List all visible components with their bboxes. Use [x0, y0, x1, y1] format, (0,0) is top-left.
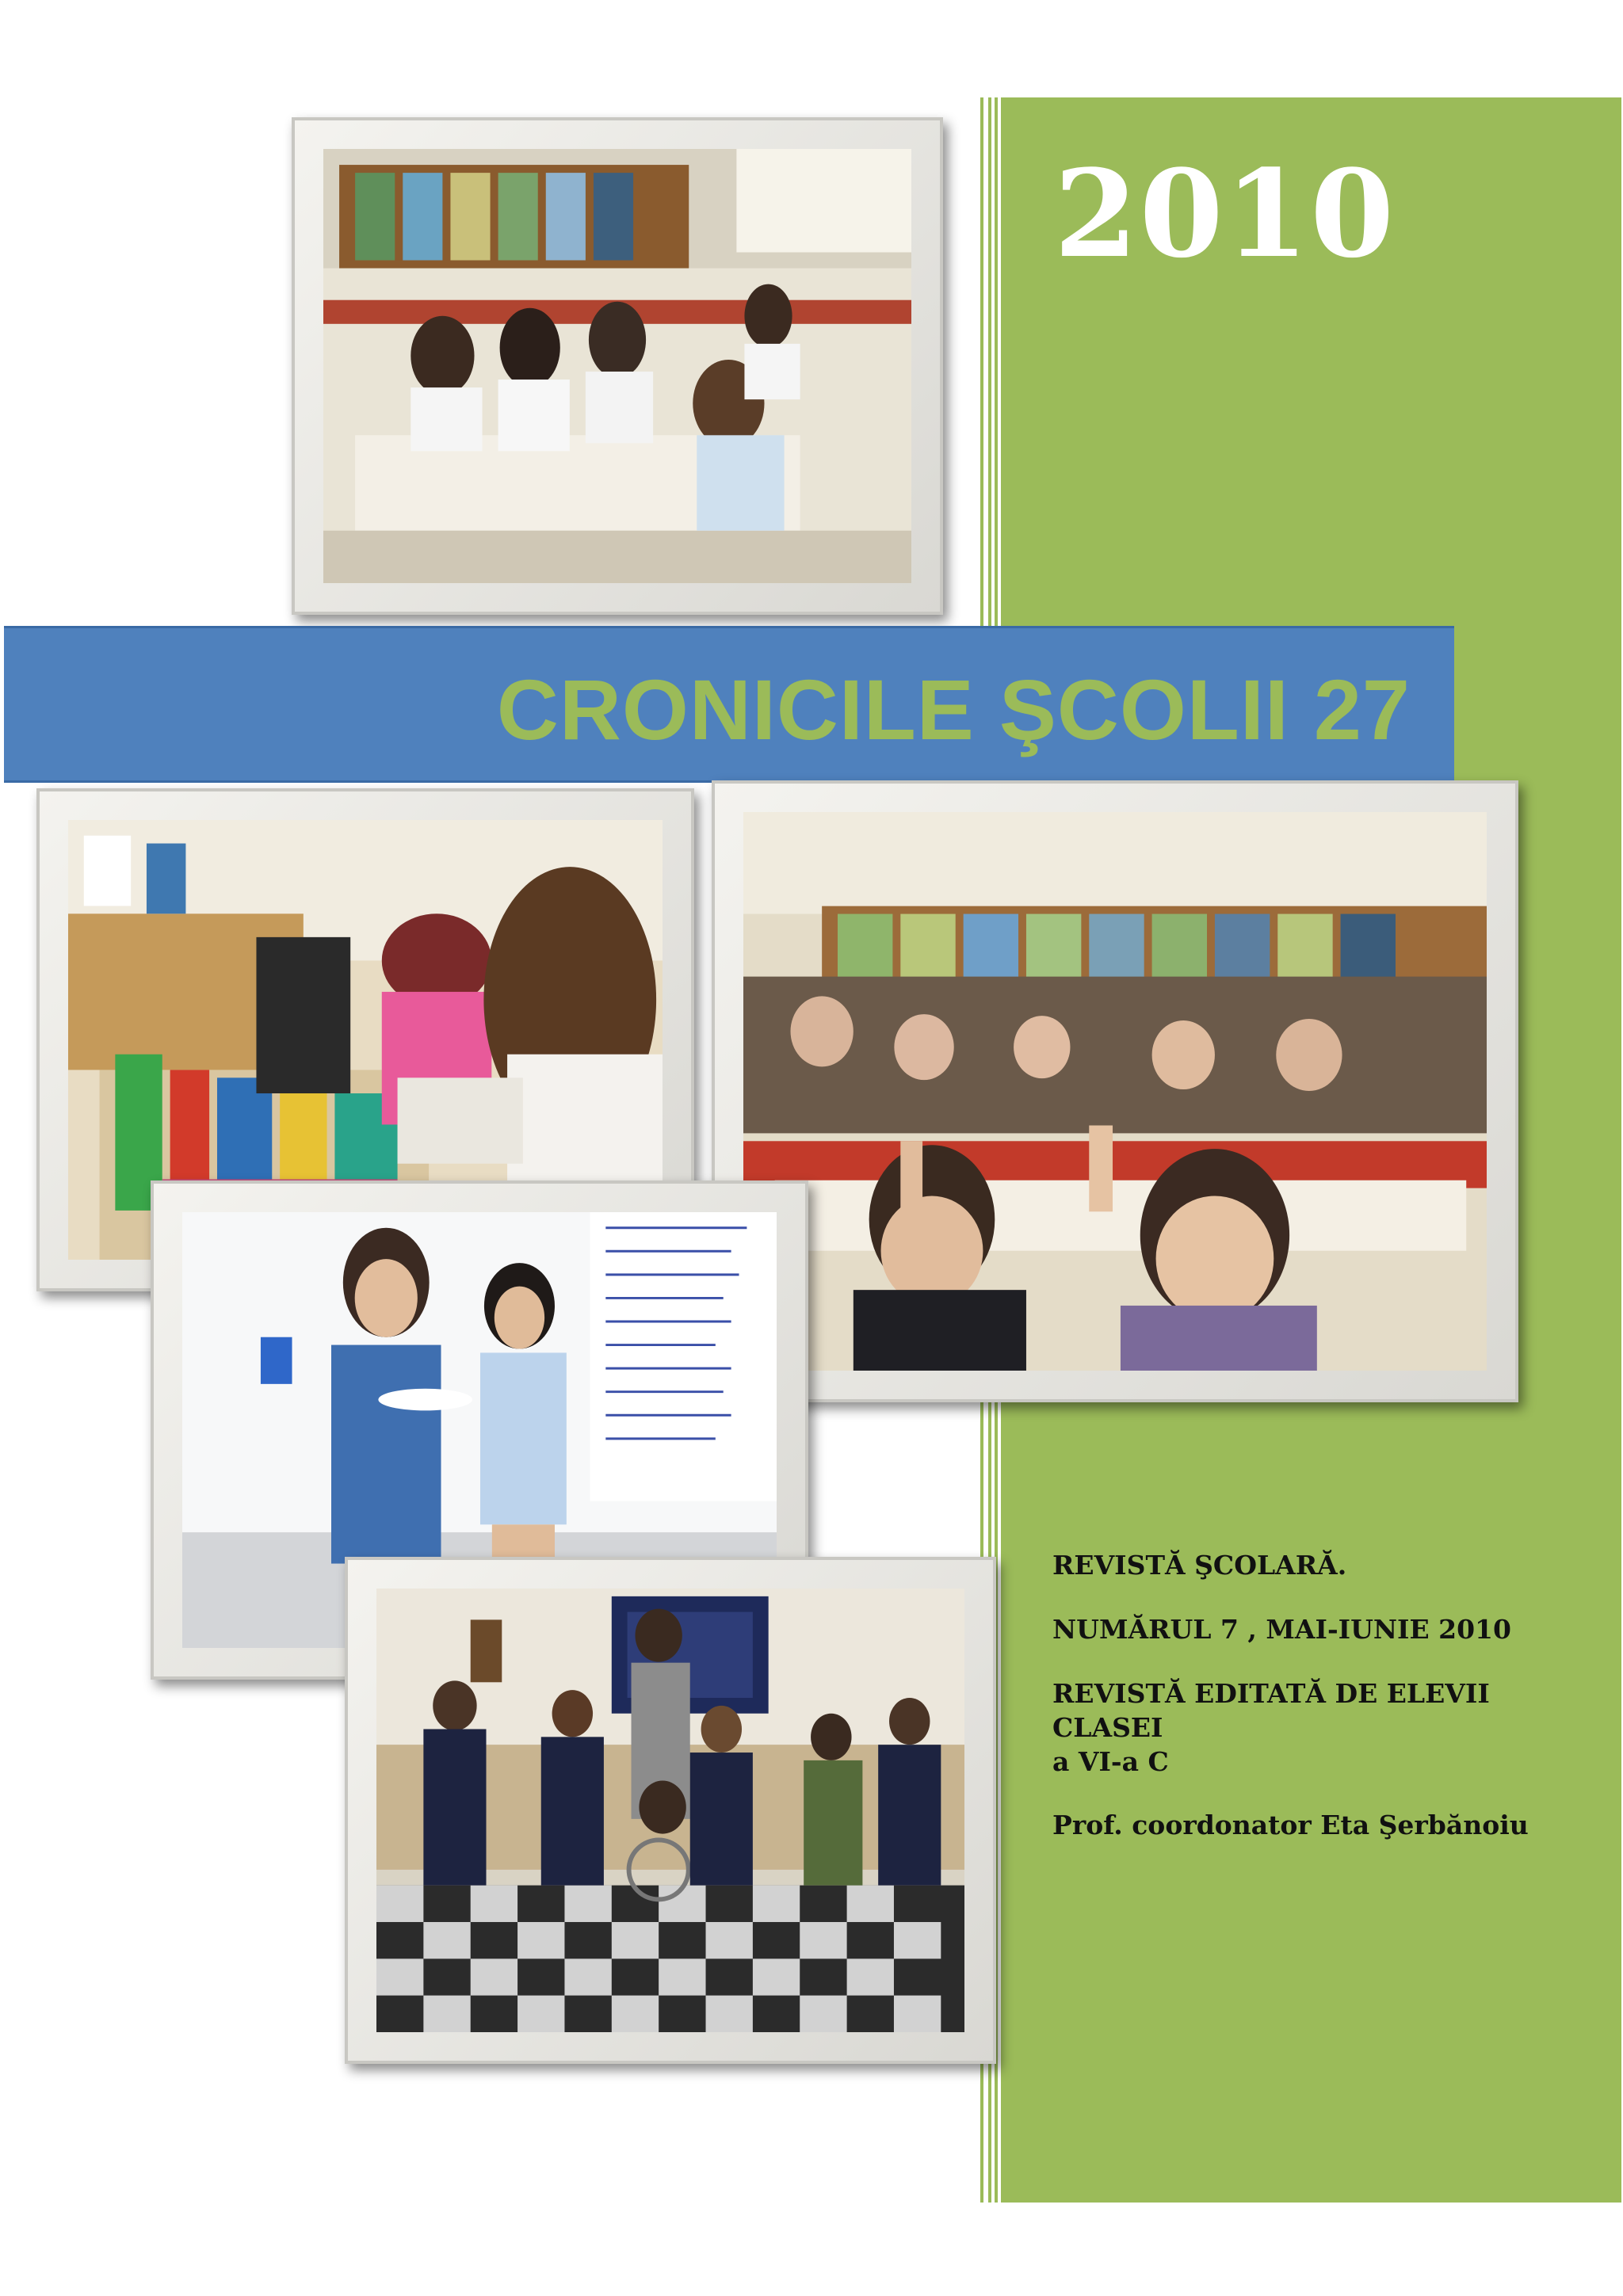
info-editors-class: a VI-a C [1052, 1745, 1169, 1777]
photo-group-circle [345, 1557, 996, 2064]
issue-year: 2010 [1054, 143, 1396, 284]
info-editors-line: REVISTĂ EDITATĂ DE ELEVII CLASEI [1052, 1677, 1490, 1743]
group-circle-image [376, 1589, 964, 2032]
classroom-image [323, 149, 911, 583]
students-pointing-image [743, 812, 1487, 1371]
photo-students-pointing [712, 780, 1518, 1402]
magazine-title: CRONICILE ŞCOLII 27 [496, 662, 1411, 757]
info-editors [1052, 1677, 1607, 1779]
photo-classroom-students [292, 117, 943, 615]
info-magazine-type: REVISTĂ ŞCOLARĂ. [1052, 1550, 1347, 1581]
info-coordinator: Prof. coordonator Eta Şerbănoiu [1052, 1810, 1529, 1841]
info-issue-number: NUMĂRUL 7 , MAI-IUNIE 2010 [1052, 1613, 1511, 1645]
title-banner [4, 626, 1454, 783]
issue-info [1052, 1549, 1607, 1873]
